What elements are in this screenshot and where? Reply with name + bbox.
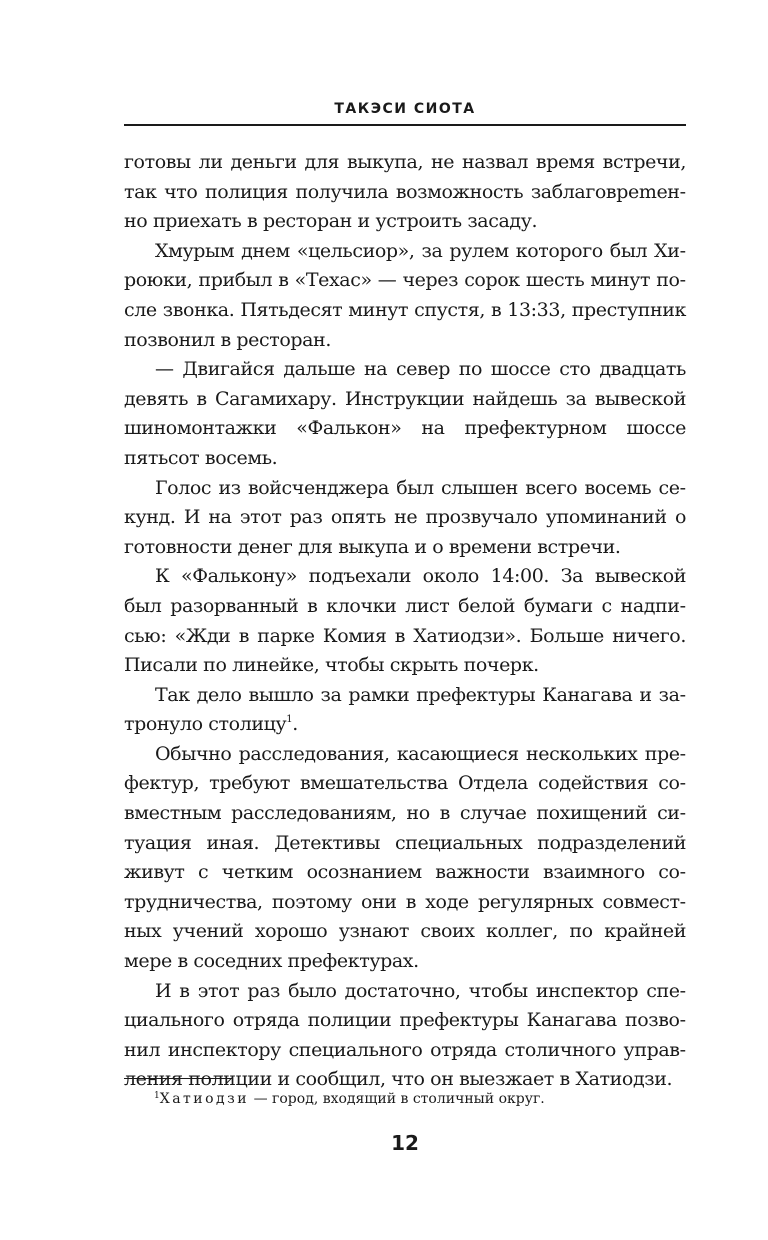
footnote-reference[interactable]: 1 <box>286 714 293 726</box>
paragraph-with-footnote: Так дело вышло за рамки префектуры Канагава и затронуло столицу$^1$. <box>124 683 686 736</box>
paragraph: И в этот раз было достаточно, чтобы инспектор специального отряда полиции префектуры Канагава позвонил инспектору специального отряда столичного управления полиции и сообщил, что он выезжает в Хатиодзи. <box>124 979 686 1091</box>
footnote <box>154 1090 686 1108</box>
paragraph: Обычно расследования, касающиеся нескольких префектур, требуют вмешательства Отдела содействия совместным расследованиям, но в случае похищений ситуация иная. Детективы специальных подразделений живут с четким осознанием важности взаимного сотрудничества, поэтому они в ходе регулярных совместных учений хорошо узнают своих коллег, по крайней мере в соседних префектурах. <box>124 742 686 973</box>
paragraph: Голос из войсченджера был слышен всего восемь секунд. И на этот раз опять не прозвучало упоминаний о готовности денег для выкупа и о времени встречи. <box>124 476 686 558</box>
paragraph: К «Фалькону» подъехали около 14:00. За вывеской был разорванный в клочки лист белой бумаги с надписью: «Жди в парке Комия в Хатиодзи». Больше ничего. Писали по линейке, чтобы скрыть почерк. <box>124 565 686 677</box>
header-rule <box>124 124 686 126</box>
footnote-text: — город, входящий в столичный округ. <box>249 1091 545 1107</box>
footnote-term: Хатиодзи <box>159 1091 250 1107</box>
paragraph: Хмурым днем «цельсиор», за рулем которого был Хироюки, прибыл в «Техас» — через сорок шесть минут после звонка. Пятьдесят минут спустя, в 13:33, преступник позвонил в ресторан. <box>124 239 686 351</box>
footnote-rule <box>124 1078 232 1079</box>
footnote-marker: 1 <box>154 1091 160 1101</box>
running-title: ТАКЭСИ СИОТА <box>334 101 476 117</box>
paragraph: — Двигайся дальше на север по шоссе сто двадцать девять в Сагамихару. Инструкции найдешь за вывеской шиномонтажки «Фалькон» на префектурном шоссе пятьсот восемь. <box>124 358 686 469</box>
body-text <box>124 148 686 1095</box>
paragraph: готовы ли деньги для выкупа, не назвал время встречи, так что полиция получила возможность заблаговреmенно приехать в ресторан и устроить засаду. <box>124 151 686 233</box>
page-number: 12 <box>391 1131 419 1155</box>
paragraph-text: Так дело вышло за рамки префектуры Канагава и затронуло столицу <box>124 683 686 736</box>
